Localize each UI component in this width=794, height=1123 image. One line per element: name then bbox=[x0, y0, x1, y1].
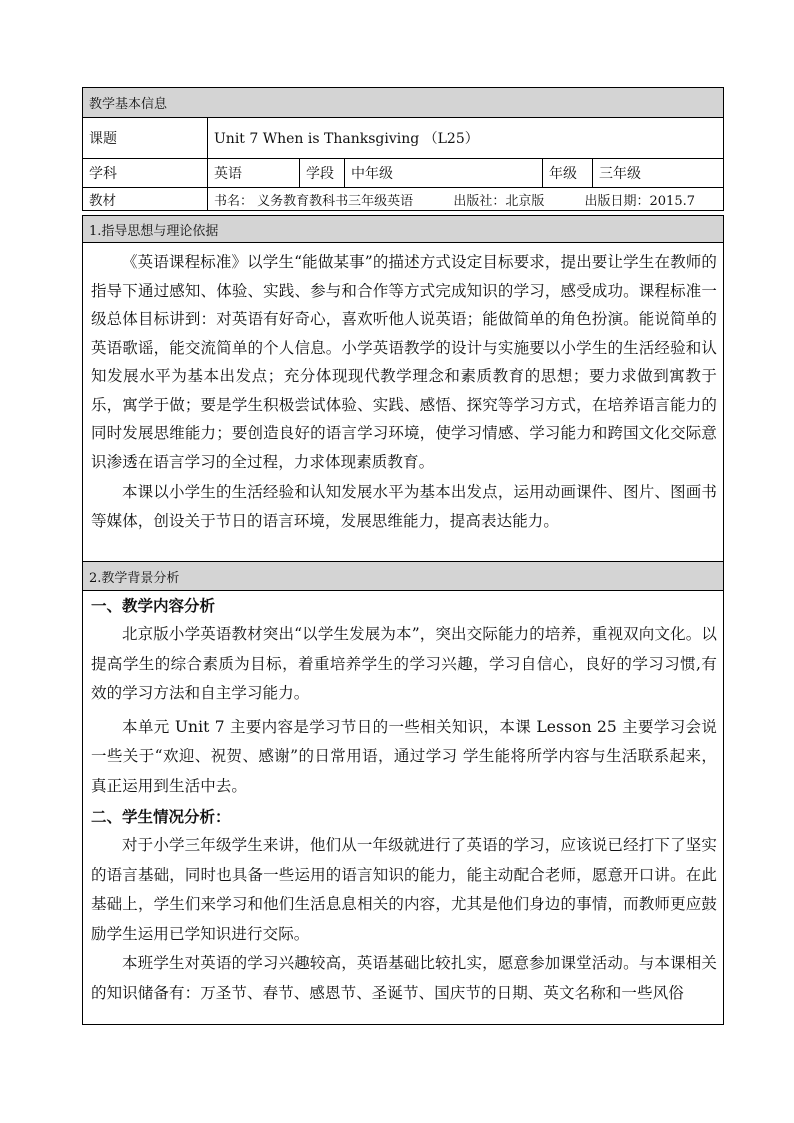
content-paragraph-2: 本单元 Unit 7 主要内容是学习节日的一些相关知识，本课 Lesson 25 主要学习会说一些关于“欢迎、祝贺、感谢”的日常用语，通过学习 学生能将所学内容与生活联系起来，真正运用到生活中去。 bbox=[91, 717, 717, 795]
topic-row bbox=[82, 118, 724, 159]
textbook-row bbox=[82, 188, 724, 211]
lesson-plan-table bbox=[82, 87, 724, 1025]
grade-value: 三年级 bbox=[599, 166, 641, 182]
subject-value: 英语 bbox=[208, 159, 300, 187]
topic-value: Unit 7 When is Thanksgiving （L25） bbox=[214, 131, 479, 147]
section2-header bbox=[82, 562, 724, 591]
student-paragraph-2: 本班学生对英语的学习兴趣较高，英语基础比较扎实，愿意参加课堂活动。与本课相关的知识储备有：万圣节、春节、感恩节、圣诞节、国庆节的日期、英文名称和一些风俗 bbox=[91, 954, 717, 1002]
section1-paragraph-2: 本课以小学生的生活经验和认知发展水平为基本出发点，运用动画课件、图片、图画书等媒体，创设关于节日的语言环境，发展思维能力，提高表达能力。 bbox=[91, 483, 717, 530]
textbook-label: 教材 bbox=[83, 188, 208, 210]
section1-header bbox=[82, 215, 724, 243]
textbook-info bbox=[208, 188, 723, 210]
basic-info-title: 教学基本信息 bbox=[89, 97, 168, 112]
student-paragraph-1: 对于小学三年级学生来讲，他们从一年级就进行了英语的学习，应该说已经打下了坚实的语言基础，同时也具备一些运用的语言知识的能力，能主动配合老师，愿意开口讲。在此基础上，学生们来学习和他们生活息息相关的内容，尤其是他们身边的事情，而教师更应鼓励学生运用已学知识进行交际。 bbox=[91, 836, 717, 943]
content-analysis-heading: 一、教学内容分析 bbox=[91, 596, 216, 615]
publish-date: 出版日期：2015.7 bbox=[584, 193, 695, 209]
section1-paragraph-1: 《英语课程标准》以学生“能做某事”的描述方式设定目标要求，提出要让学生在教师的指导下通过感知、体验、实践、参与和合作等方式完成知识的学习，感受成功。课程标准一级总体目标讲到：对英语有好奇心，喜欢听他人说英语；能做简单的角色扮演。能说简单的英语歌谣，能交流简单的个人信息。小学英语教学的设计与实施要以小学生的生活经验和认知发展水平为基本出发点；充分体现现代教学理念和素质教育的思想；要力求做到寓教于乐，寓学于做；要是学生积极尝试体验、实践、感悟、探究等学习方式，在培养语言能力的同时发展思维能力；要创造良好的语言学习环境，使学习情感、学习能力和跨国文化交际意识渗透在语言学习的全过程，力求体现素质教育。 bbox=[91, 253, 717, 471]
subject-row bbox=[82, 159, 724, 188]
stage-value: 中年级 bbox=[345, 159, 543, 187]
section2-body bbox=[82, 591, 724, 1025]
stage-label: 学段 bbox=[300, 159, 345, 187]
content-paragraph-1: 北京版小学英语教材突出“以学生发展为本”，突出交际能力的培养，重视双向文化。以提高学生的综合素质为目标，着重培养学生的学习兴趣，学习自信心，良好的学习习惯,有效的学习方法和自主学习能力。 bbox=[91, 625, 717, 702]
book-name: 书名： 义务教育教科书三年级英语 bbox=[214, 193, 414, 209]
grade-label: 年级 bbox=[543, 159, 593, 187]
publisher: 出版社：北京版 bbox=[453, 193, 545, 209]
section1-title: 1.指导思想与理论依据 bbox=[89, 223, 219, 239]
basic-info-header bbox=[82, 87, 724, 118]
section2-title: 2.教学背景分析 bbox=[89, 570, 180, 586]
section1-body bbox=[82, 243, 724, 562]
student-analysis-heading: 二、学生情况分析： bbox=[91, 807, 231, 826]
topic-label: 课题 bbox=[83, 118, 208, 158]
subject-label: 学科 bbox=[83, 159, 208, 187]
